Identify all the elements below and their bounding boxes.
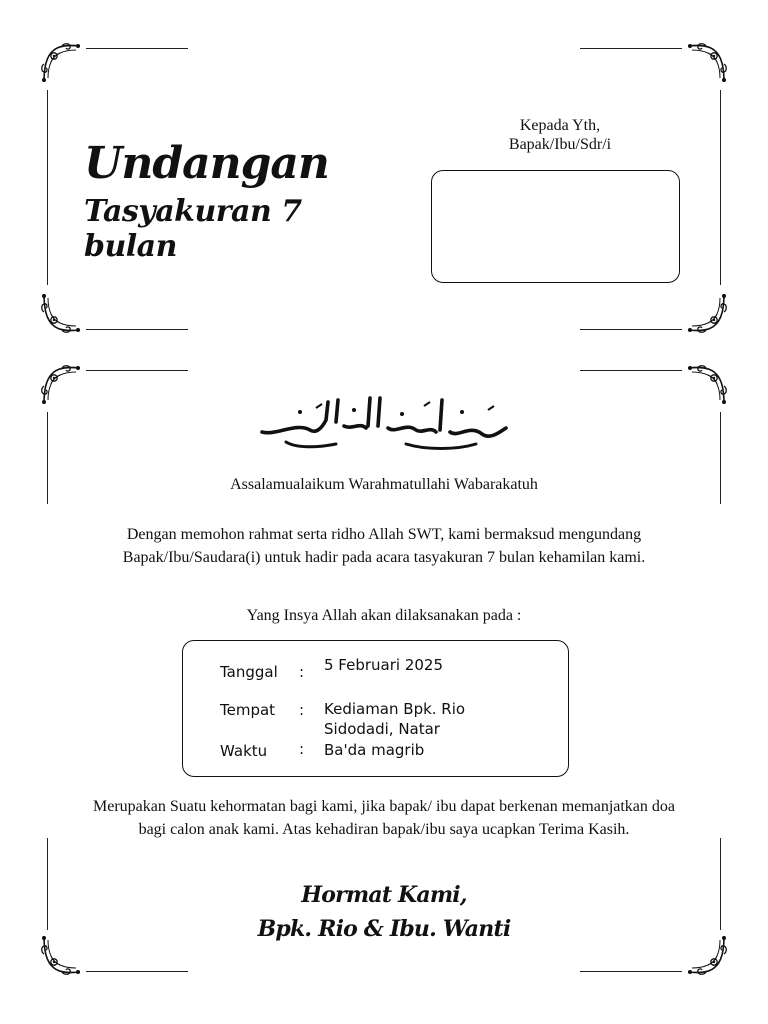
event-details-box	[182, 640, 569, 777]
recipient-name-box[interactable]	[431, 170, 680, 283]
border-line	[86, 329, 188, 330]
corner-ornament-icon	[684, 42, 728, 86]
date-separator: :	[299, 663, 305, 681]
corner-ornament-icon	[684, 932, 728, 976]
greeting: Assalamualaikum Warahmatullahi Wabarakatuh	[230, 476, 538, 493]
border-line	[86, 48, 188, 49]
time-value: Ba'da magrib	[324, 741, 425, 759]
border-line	[47, 838, 48, 930]
border-line	[580, 48, 682, 49]
corner-ornament-icon	[684, 364, 728, 408]
corner-ornament-icon	[40, 42, 84, 86]
corner-ornament-icon	[684, 290, 728, 334]
border-line	[720, 838, 721, 930]
place-label: Tempat	[220, 701, 276, 719]
border-line	[580, 370, 682, 371]
border-line	[580, 971, 682, 972]
time-label: Waktu	[220, 742, 268, 760]
recipient-line-1: Kepada Yth,	[519, 117, 601, 134]
signature	[180, 878, 588, 946]
signature-line-2: Bpk. Rio & Ibu. Wanti	[257, 916, 511, 943]
border-line	[47, 412, 48, 504]
corner-ornament-icon	[40, 364, 84, 408]
date-label: Tanggal	[220, 663, 278, 681]
border-line	[86, 370, 188, 371]
border-line	[47, 90, 48, 285]
signature-line-1: Hormat Kami,	[301, 882, 467, 908]
corner-ornament-icon	[40, 932, 84, 976]
recipient-heading	[460, 116, 660, 154]
invitation-title: Undangan	[84, 138, 329, 189]
basmala-calligraphy	[256, 392, 512, 454]
border-line	[580, 329, 682, 330]
border-line	[86, 971, 188, 972]
date-value: 5 Februari 2025	[324, 656, 444, 674]
intro-paragraph: Dengan memohon rahmat serta ridho Allah SWT, kami bermaksud mengundang Bapak/Ibu/Saudara(i) untuk hadir pada acara tasyakuran 7 bulan kehamilan kami.	[122, 526, 646, 567]
corner-ornament-icon	[40, 290, 84, 334]
time-separator: :	[299, 740, 305, 758]
border-line	[720, 90, 721, 285]
border-line	[720, 412, 721, 504]
place-separator: :	[299, 701, 305, 719]
schedule-intro: Yang Insya Allah akan dilaksanakan pada :	[246, 607, 522, 624]
invitation-subtitle: Tasyakuran 7 bulan	[84, 194, 302, 264]
place-value: Kediaman Bpk. Rio Sidodadi, Natar	[324, 700, 466, 738]
recipient-line-2: Bapak/Ibu/Sdr/i	[508, 136, 612, 154]
closing-paragraph: Merupakan Suatu kehormatan bagi kami, jika bapak/ ibu dapat berkenan memanjatkan doa bagi calon anak kami. Atas kehadiran bapak/ibu saya ucapkan Terima Kasih.	[92, 798, 676, 839]
